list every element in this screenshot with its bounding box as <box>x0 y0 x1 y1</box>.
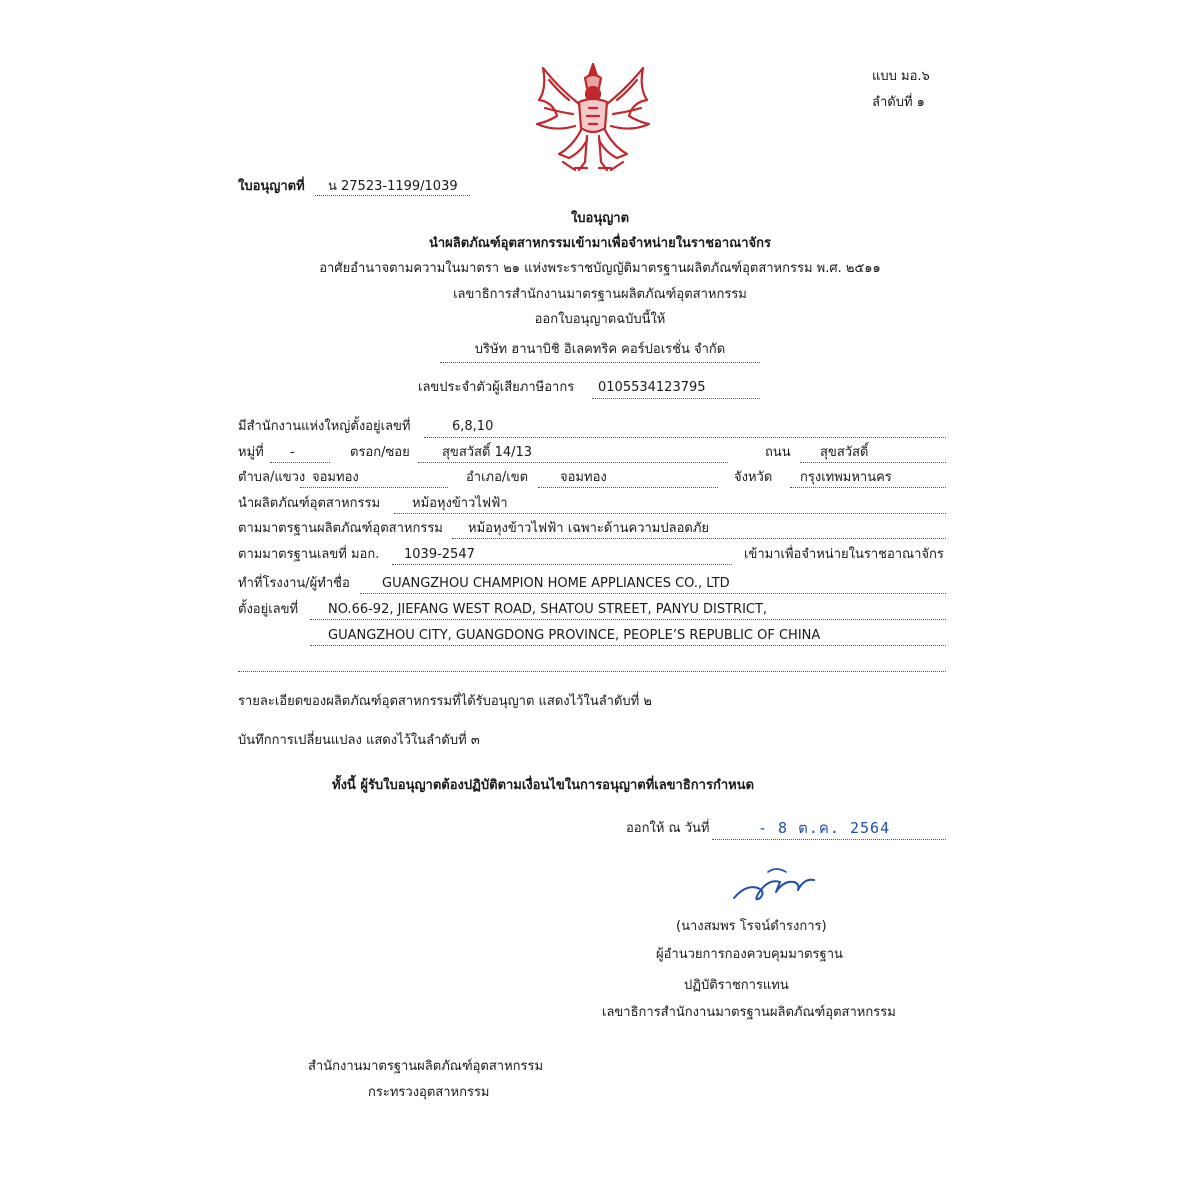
subdistrict-label: ตำบล/แขวง <box>238 470 306 485</box>
ministry-name: กระทรวงอุตสาหกรรม <box>368 1085 490 1100</box>
district-label: อำเภอ/เขต <box>466 470 529 485</box>
province-dotline <box>790 487 946 488</box>
soi-dotline <box>418 462 728 463</box>
tax-id-label: เลขประจำตัวผู้เสียภาษีอากร <box>418 380 575 395</box>
soi-value: สุขสวัสดิ์ 14/13 <box>442 445 533 460</box>
issuing-office-name: สำนักงานมาตรฐานผลิตภัณฑ์อุตสาหกรรม <box>308 1059 544 1074</box>
province-value: กรุงเทพมหานคร <box>800 470 892 485</box>
district-value: จอมทอง <box>560 470 607 485</box>
province-label: จังหวัด <box>734 470 773 485</box>
standard-number-value: 1039-2547 <box>404 547 475 562</box>
moo-value: - <box>290 445 295 460</box>
product-value: หม้อหุงข้าวไฟฟ้า <box>412 496 508 511</box>
change-log-reference-text: บันทึกการเปลี่ยนแปลง แสดงไว้ในลำดับที่ ๓ <box>238 733 480 748</box>
road-label: ถนน <box>765 445 791 460</box>
signer-name: (นางสมพร โรจน์ดำรงการ) <box>676 919 827 934</box>
company-name-dotline <box>440 362 760 363</box>
import-purpose-text: เข้ามาเพื่อจำหน่ายในราชอาณาจักร <box>744 547 944 562</box>
standard-dotline <box>452 538 946 539</box>
factory-dotline <box>360 593 946 594</box>
issue-date-value: - 8 ต.ค. 2564 <box>758 819 891 837</box>
factory-address-line1: NO.66-92, JIEFANG WEST ROAD, SHATOU STREET, PANYU DISTRICT, <box>328 602 768 617</box>
document-subtitle: นำผลิตภัณฑ์อุตสาหกรรมเข้ามาเพื่อจำหน่ายในราชอาณาจักร <box>429 236 771 251</box>
district-dotline <box>538 487 718 488</box>
authority-text: อาศัยอำนาจตามความในมาตรา ๒๑ แห่งพระราชบัญญัติมาตรฐานผลิตภัณฑ์อุตสาหกรรม พ.ศ. ๒๕๑๑ <box>319 261 881 276</box>
issue-date-label: ออกให้ ณ วันที่ <box>626 821 710 836</box>
road-dotline <box>800 462 946 463</box>
garuda-emblem-icon <box>529 58 657 176</box>
tax-id-value: 0105534123795 <box>598 380 706 395</box>
soi-label: ตรอก/ซอย <box>350 445 410 460</box>
standard-value: หม้อหุงข้าวไฟฟ้า เฉพาะด้านความปลอดภัย <box>468 521 710 536</box>
form-page-number: ลำดับที่ ๑ <box>872 95 925 110</box>
signature-icon <box>728 858 824 910</box>
license-condition-text: ทั้งนี้ ผู้รับใบอนุญาตต้องปฏิบัติตามเงื่อนไขในการอนุญาตที่เลขาธิการกำหนด <box>332 778 755 793</box>
product-dotline <box>394 513 946 514</box>
license-number-label: ใบอนุญาตที่ <box>238 179 305 194</box>
standard-number-label: ตามมาตรฐานเลขที่ มอก. <box>238 547 380 562</box>
factory-name: GUANGZHOU CHAMPION HOME APPLIANCES CO., LTD <box>382 576 730 591</box>
signer-authority-title: เลขาธิการสำนักงานมาตรฐานผลิตภัณฑ์อุตสาหกรรม <box>602 1005 896 1020</box>
standard-label: ตามมาตรฐานผลิตภัณฑ์อุตสาหกรรม <box>238 521 443 536</box>
issue-to-text: ออกใบอนุญาตฉบับนี้ให้ <box>534 312 666 327</box>
issue-date-dotline <box>712 839 946 840</box>
document-title: ใบอนุญาต <box>570 211 630 226</box>
standard-number-dotline <box>392 564 732 565</box>
details-reference-text: รายละเอียดของผลิตภัณฑ์อุตสาหกรรมที่ได้รับอนุญาต แสดงไว้ในลำดับที่ ๒ <box>238 694 652 709</box>
head-office-number: 6,8,10 <box>452 419 494 434</box>
head-office-dotline <box>424 437 946 438</box>
factory-address-dotline2 <box>310 645 946 646</box>
blank-dotline <box>238 671 946 672</box>
license-number-value: น 27523-1199/1039 <box>328 179 458 194</box>
subdistrict-value: จอมทอง <box>312 470 359 485</box>
license-number-dotline <box>315 195 470 196</box>
tax-id-dotline <box>592 398 760 399</box>
factory-address-line2: GUANGZHOU CITY, GUANGDONG PROVINCE, PEOPLE’S REPUBLIC OF CHINA <box>328 628 821 643</box>
factory-address-label: ตั้งอยู่เลขที่ <box>238 602 299 617</box>
secretary-general-text: เลขาธิการสำนักงานมาตรฐานผลิตภัณฑ์อุตสาหกรรม <box>453 287 747 302</box>
factory-label: ทำที่โรงงาน/ผู้ทำชื่อ <box>238 576 350 591</box>
factory-address-dotline1 <box>310 619 946 620</box>
road-value: สุขสวัสดิ์ <box>820 445 869 460</box>
head-office-label: มีสำนักงานแห่งใหญ่ตั้งอยู่เลขที่ <box>238 419 411 434</box>
acting-on-behalf-text: ปฏิบัติราชการแทน <box>684 978 789 993</box>
product-label: นำผลิตภัณฑ์อุตสาหกรรม <box>238 496 381 511</box>
moo-label: หมู่ที่ <box>238 445 264 460</box>
subdistrict-dotline <box>300 487 448 488</box>
signer-title: ผู้อำนวยการกองควบคุมมาตรฐาน <box>656 947 843 962</box>
form-code: แบบ มอ.๖ <box>872 69 930 84</box>
moo-dotline <box>270 462 330 463</box>
company-name: บริษัท ฮานาบิชิ อิเลคทริค คอร์ปอเรชั่น จำกัด <box>474 342 726 357</box>
